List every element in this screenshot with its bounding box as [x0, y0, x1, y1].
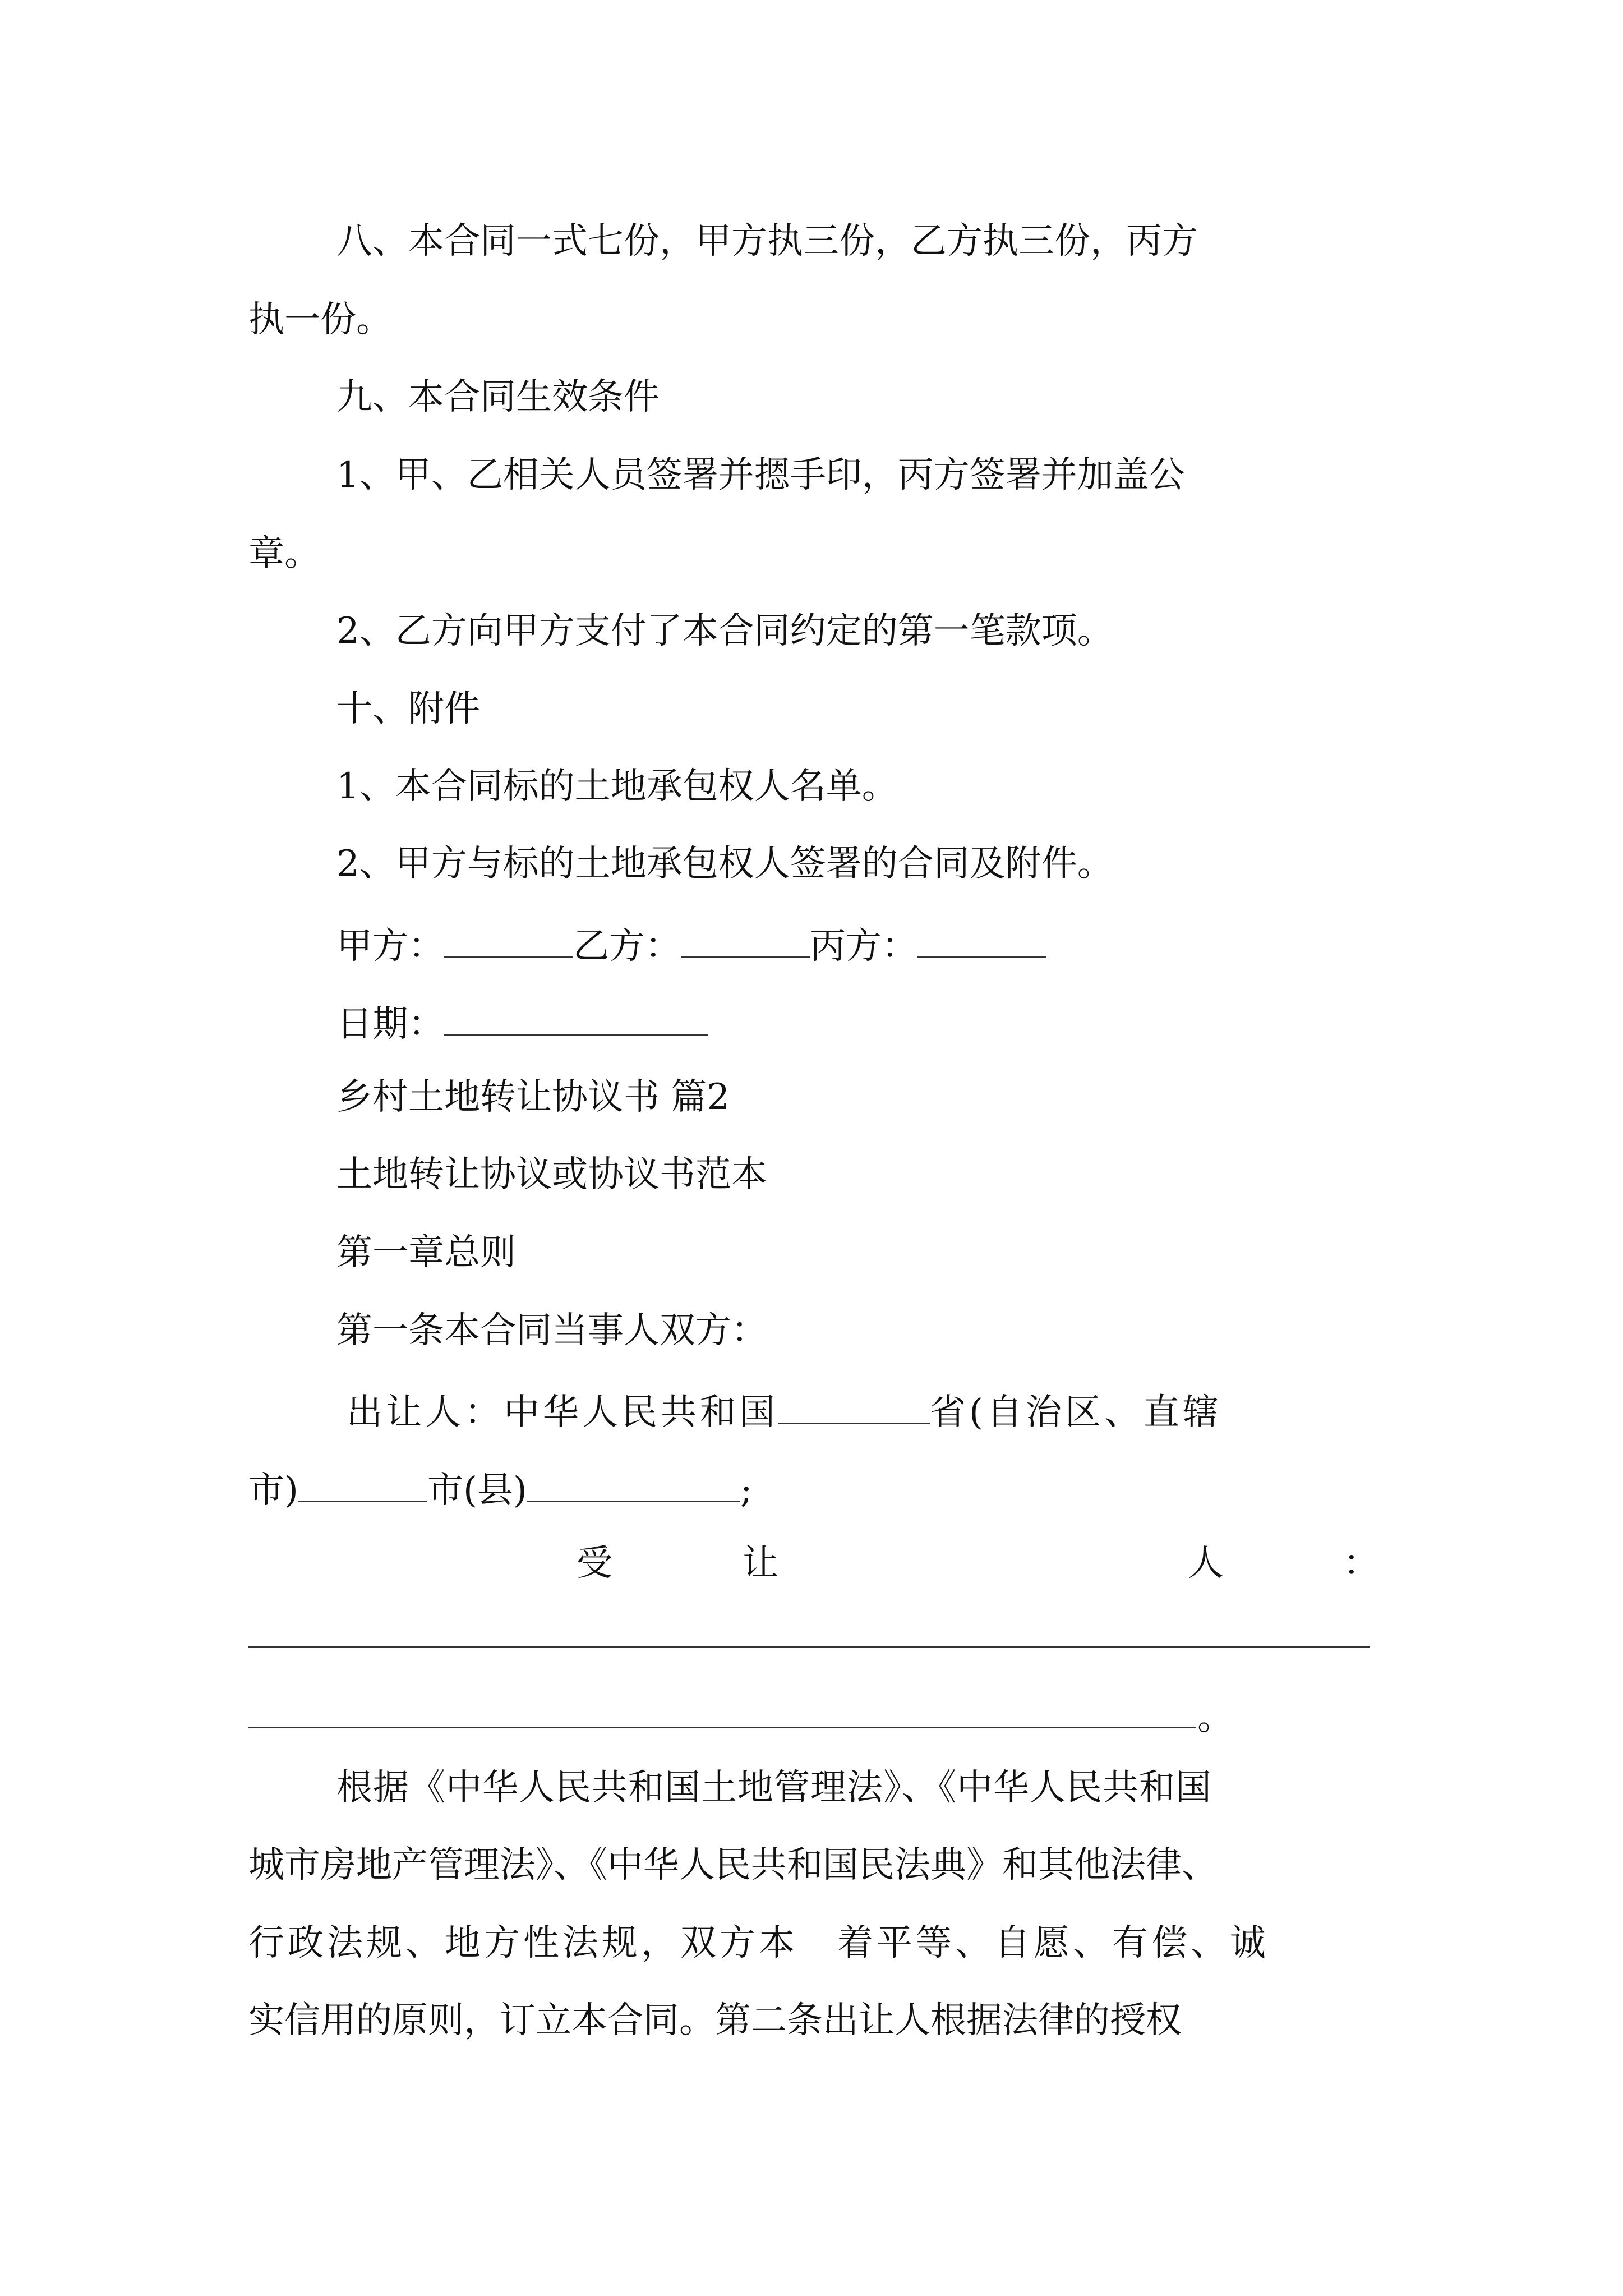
- city-blank: [298, 1468, 427, 1502]
- party-a-label: 甲方：: [336, 926, 444, 967]
- signature-line: [336, 924, 1046, 967]
- party-b-label: 乙方：: [573, 926, 681, 967]
- text-line: 2、乙方向甲方支付了本合同约定的第一笔款项。: [336, 610, 1113, 652]
- date-line: [336, 1002, 708, 1045]
- party-a-blank: [444, 924, 573, 958]
- text-line: 八、本合同一式七份，甲方执三份，乙方执三份，丙方: [336, 220, 1198, 262]
- chapter-heading: 第一章总则: [336, 1232, 516, 1273]
- text-line: 第一条本合同当事人双方：: [336, 1310, 767, 1351]
- city-line: [248, 1468, 753, 1511]
- grantee-char: 让: [743, 1543, 778, 1584]
- section-heading: 十、附件: [336, 688, 480, 730]
- city-prefix: 市): [248, 1470, 298, 1511]
- county-label: 市(县): [427, 1470, 527, 1511]
- grantee-blank-line: [248, 1727, 1196, 1728]
- document-subtitle: 乡村土地转让协议书 篇2: [336, 1076, 730, 1118]
- text-line: 章。: [248, 533, 320, 574]
- paragraph-line: 实信用的原则，订立本合同。第二条出让人根据法律的授权: [248, 2000, 1182, 2041]
- grantee-char: 人: [1188, 1543, 1224, 1584]
- paragraph-line: 城市房地产管理法》、《中华人民共和国民法典》和其他法律、: [248, 1844, 1218, 1886]
- party-c-blank: [917, 924, 1046, 958]
- province-blank: [778, 1390, 930, 1424]
- paragraph-line: 根据《中华人民共和国土地管理法》、《中华人民共和国: [336, 1767, 1212, 1809]
- paragraph-line: 行政法规、地方性法规，双方本 着平等、自愿、有偿、诚: [248, 1922, 1269, 1964]
- grantee-char: 受: [577, 1543, 612, 1584]
- grantor-line: [347, 1390, 1222, 1433]
- date-blank: [444, 1002, 708, 1036]
- section-heading: 九、本合同生效条件: [336, 376, 660, 418]
- grantee-colon: ：: [1343, 1543, 1379, 1584]
- semicolon: ;: [740, 1470, 753, 1511]
- county-blank: [527, 1468, 740, 1502]
- grantee-blank-line: [248, 1646, 1370, 1648]
- party-c-label: 丙方：: [810, 926, 917, 967]
- date-label: 日期：: [336, 1004, 444, 1045]
- province-suffix: 省(自治区、直辖: [930, 1392, 1222, 1433]
- text-line: 执一份。: [248, 299, 392, 341]
- text-line: 1、甲、乙相关人员签署并摁手印，丙方签署并加盖公: [336, 454, 1185, 496]
- text-line: 2、甲方与标的土地承包权人签署的合同及附件。: [336, 843, 1113, 885]
- document-title: 土地转让协议或协议书范本: [336, 1154, 767, 1195]
- grantor-label: 出让人：中华人民共和国: [347, 1392, 778, 1433]
- party-b-blank: [681, 924, 810, 958]
- period: 。: [1197, 1697, 1233, 1738]
- text-line: 1、本合同标的土地承包权人名单。: [336, 766, 898, 807]
